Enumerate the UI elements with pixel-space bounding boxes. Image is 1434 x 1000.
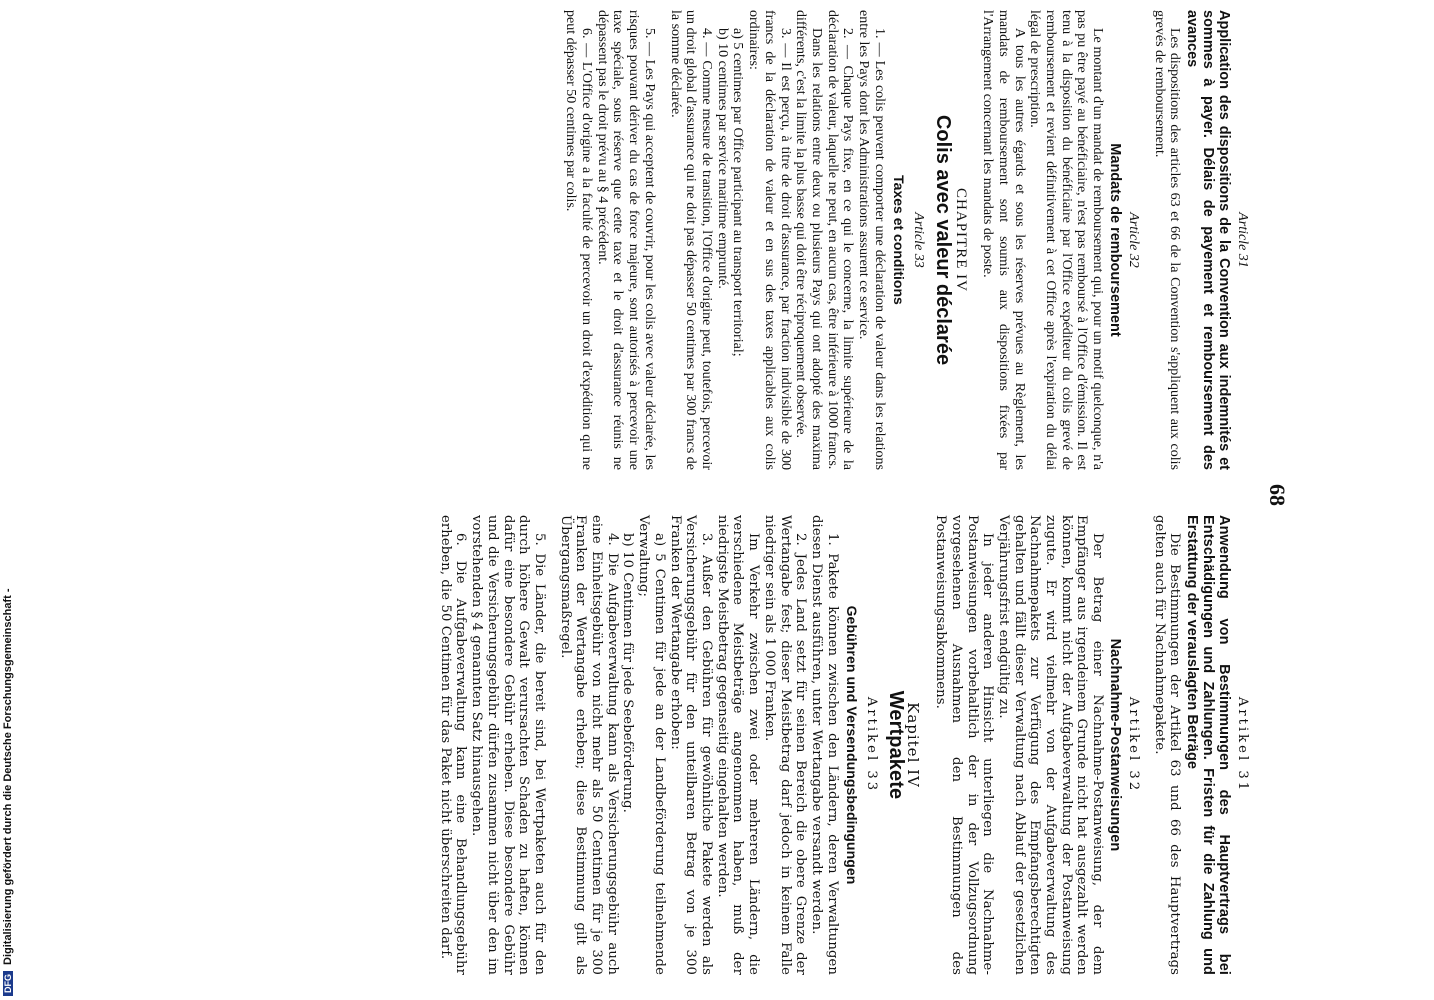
paragraph: 5. — Les Pays qui acceptent de couvrir, pour les colis avec valeur déclarée, les risques pouvant dériver du cas de force majeure, sont autorisés à percevoir une taxe spéciale, sous réserve que cette taxe et le droit d'assurance réunis ne dépassent pas le droit prévu au § 4 précédent. [594, 10, 657, 470]
article-31-title: Application des dispositions de la Convention aux indemnités et sommes à payer. Délais de payement et remboursement des avances [1184, 10, 1233, 470]
paragraph: 4. — Comme mesure de transition, l'Office d'origine peut, toutefois, percevoir un droit global d'assurance qui ne doit pas dépasser 50 centimes par 300 francs de la somme déclarée. [667, 10, 715, 470]
article-33-title: Taxes et conditions [891, 175, 908, 305]
paragraph: b) 10 Centimen für jede Seebeförderung. [620, 533, 636, 813]
paragraph: 1. Pakete können zwischen den Ländern, deren Verwaltungen diesen Dienst ausführen, unter Wertangabe versandt werden. [808, 515, 840, 975]
article-32-title: Mandats de remboursement [1107, 143, 1124, 337]
paragraph: 3. Außer den Gebühren für gewöhnliche Pakete werden als Versicherungsgebühr für den unteilbaren Betrag von je 300 Franken der Wertangabe erhoben: [667, 515, 715, 975]
paragraph: 3. — Il est perçu, à titre de droit d'assurance, par fraction indivisible de 300 francs de la déclaration de valeur et en sus des taxes applicables aux colis ordinaires: [746, 10, 793, 470]
paragraph: 2. Jedes Land setzt für seinen Bereich die obere Grenze der Wertangabe fest; dieser Meistbetrag darf jedoch in keinem Falle niedriger sein als 1 000 Franken. [761, 515, 809, 975]
chapter-heading: Kapitel IV [904, 702, 923, 788]
article-31-title: Anwendung von Bestimmungen des Hauptvertrags bei Entschädigungen und Zahlungen. Fristen für die Zahlung und Erstattung der verauslagten Beträge [1184, 515, 1233, 975]
chapter-title: Wertpakete [884, 690, 907, 800]
german-column [437, 515, 1250, 975]
footer-credit [0, 0, 22, 1000]
paragraph: Le montant d'un mandat de remboursement qui, pour un motif quelconque, n'a pas pu être payé au bénéficiaire, n'est pas remboursé à l'Office d'émission. Il est tenu à la disposition du bénéficiaire par l'Office expéditeur du colis grevé de remboursement et revient définitivement à cet Office après l'expiration du délai légal de prescription. [1027, 10, 1106, 470]
paragraph: A tous les autres égards et sous les réserves prévues au Règlement, les mandats de remboursement sont soumis aux dispositions fixées par l'Arrangement concernant les mandats de poste. [980, 10, 1027, 470]
rotated-page-content [130, 10, 1290, 980]
paragraph: a) 5 centimes par Office participant au transport territorial; [730, 28, 746, 357]
paragraph: 5. Die Länder, die bereit sind, bei Wertpaketen auch für den durch höhere Gewalt verursachten Schaden zu haften, können dafür eine besondere Gebühr erheben. Diese besondere Gebühr und die Versicherungsgebühr dürfen zusammen nicht über den im vorstehenden § 4 genannten Satz hinausgehen. [469, 515, 547, 975]
french-column [563, 10, 1250, 470]
paragraph: 6. — L'Office d'origine a la faculté de percevoir un droit d'expédition qui ne peut dépasser 50 centimes par colis. [563, 10, 595, 470]
paragraph: 2. — Chaque Pays fixe, en ce qui le concerne, la limite supérieure de la déclaration de valeur, laquelle ne peut, en aucun cas, être inférieure à 1000 francs. [824, 10, 856, 470]
paragraph: 6. Die Aufgabeverwaltung kann eine Behandlungsgebühr erheben, die 50 Centimen für das Paket nicht überschreiten darf. [437, 515, 469, 975]
page-number: 68 [1265, 484, 1290, 506]
article-33-title: Gebühren und Versendungsbedingungen [844, 605, 861, 885]
chapter-heading: CHAPITRE IV [952, 188, 969, 292]
article-33-heading: Article 33 [911, 212, 927, 268]
chapter-title: Colis avec valeur déclarée [931, 114, 954, 366]
article-32-heading: Artikel 32 [1125, 696, 1141, 794]
paragraph: Dans les relations entre deux ou plusieurs Pays qui ont adopté des maxima différents, c'est la limite la plus basse qui doit être réciproquement observée. [793, 10, 824, 470]
paragraph: 4. Die Aufgabeverwaltung kann als Versicherungsgebühr auch eine Einheitsgebühr von nicht mehr als 50 Centimen für je 300 Franken der Wertangabe erheben; diese Bestimmung gilt als Übergangsmaßregel. [557, 515, 620, 975]
paragraph: Der Betrag einer Nachnahme-Postanweisung, der dem Empfänger aus irgendeinem Grunde nicht hat ausgezahlt werden können, kommt nicht der Aufgabeverwaltung der Postanweisung zugute. Er wird vielmehr von der Aufgabeverwaltung des Nachnahmepakets zur Verfügung des Empfangsberechtigten gehalten und fällt dieser Verwaltung nach Ablauf der gesetzlichen Verjährungsfrist endgültig zu. [995, 515, 1106, 975]
dfg-logo: DFG [3, 971, 13, 996]
paragraph: b) 10 centimes par service maritime emprunté. [714, 28, 730, 289]
article-32-title: Nachnahme-Postanweisungen [1107, 638, 1124, 852]
footer-text: Digitalisierung gefördert durch die Deutsche Forschungsgemeinschaft - [2, 588, 14, 965]
footer-text-wrap [2, 0, 14, 996]
article-31-heading: Article 31 [1235, 212, 1250, 268]
article-31-heading: Artikel 31 [1235, 696, 1250, 794]
paragraph: a) 5 Centimen für jede an der Landbeförderung teilnehmende Verwaltung; [636, 515, 667, 975]
article-33-heading: Artikel 33 [864, 696, 880, 794]
paragraph: Die Bestimmungen der Artikel 63 und 66 des Hauptvertrags gelten auch für Nachnahmepakete. [1151, 515, 1183, 975]
paragraph: Im Verkehr zwischen zwei oder mehreren Ländern, die verschiedene Meistbeträge angenommen haben, muß der niedrigste Meistbetrag gegenseitig eingehalten werden. [714, 515, 762, 975]
article-32-heading: Article 32 [1125, 212, 1141, 268]
paragraph: Les dispositions des articles 63 et 66 de la Convention s'appliquent aux colis grevés de remboursement. [1151, 10, 1183, 470]
paragraph: In jeder anderen Hinsicht unterliegen die Nachnahme-Postanweisungen vorbehaltlich der in der Vollzugsordnung vorgesehenen Ausnahmen den Bestimmungen des Postanweisungsabkommens. [933, 515, 996, 975]
paragraph: 1. — Les colis peuvent comporter une déclaration de valeur dans les relations entre les Pays dont les Administrations assurent ce service. [856, 10, 887, 470]
